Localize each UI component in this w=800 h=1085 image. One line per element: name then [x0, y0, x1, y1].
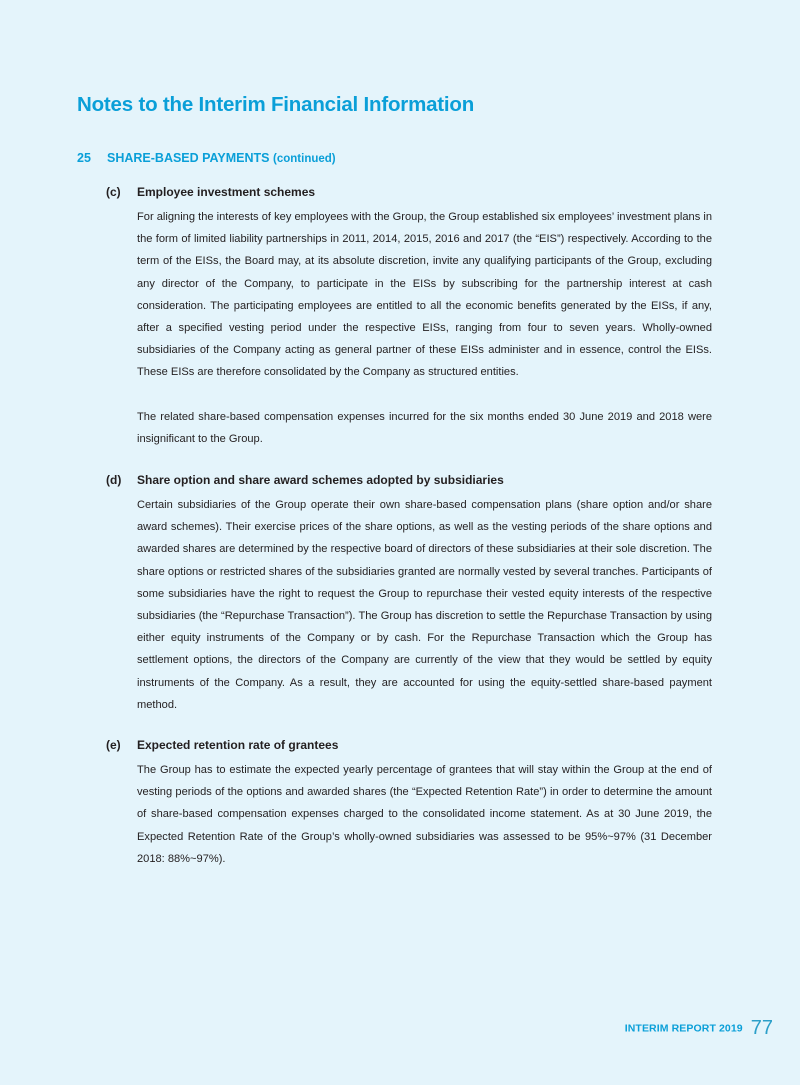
subsection-title: Share option and share award schemes adopted by subsidiaries	[137, 473, 504, 487]
paragraph: For aligning the interests of key employees with the Group, the Group established six employees’ investment plans in the form of limited liability partnerships in 2011, 2014, 2015, 2016 and 2017 (the “EIS”) respectively. According to the term of the EISs, the Board may, at its absolute discretion, invite any qualifying participants of the Group, excluding any director of the Company, to participate in the EISs by subscribing for the partnership interest at cash consideration. The participating employees are entitled to all the economic benefits generated by the EISs, if any, after a specified vesting period under the respective EISs, ranging from four to seven years. Wholly-owned subsidiaries of the Company acting as general partner of these EISs administer and in essence, control the EISs. These EISs are therefore consolidated by the Company as structured entities.	[137, 211, 712, 379]
section-number: 25	[77, 151, 91, 165]
section-heading	[77, 151, 336, 165]
subsection-heading	[106, 185, 712, 199]
section-title: SHARE-BASED PAYMENTS	[107, 151, 270, 165]
subsection-c	[106, 185, 712, 450]
page-title: Notes to the Interim Financial Information	[77, 93, 475, 116]
paragraph: Certain subsidiaries of the Group operate their own share-based compensation plans (share option and/or share award schemes). Their exercise prices of the share options, as well as the vesting periods of the share options and awarded shares are determined by the respective board of directors of these subsidiaries at their sole discretion. The share options or restricted shares of the subsidiaries granted are normally vested by several tranches. Participants of some subsidiaries have the right to request the Group to repurchase their vested equity interests of the respective subsidiaries (the “Repurchase Transaction”). The Group has discretion to settle the Repurchase Transaction by using either equity instruments of the Company or by cash. For the Repurchase Transaction which the Group has settlement options, the directors of the Company are currently of the view that they would be settled by equity instruments of the Company. As a result, they are accounted for using the equity-settled share-based payment method.	[137, 499, 712, 711]
subsection-letter: (d)	[106, 473, 122, 487]
subsection-heading	[106, 473, 712, 487]
subsection-letter: (c)	[106, 185, 121, 199]
subsection-title: Expected retention rate of grantees	[137, 738, 339, 752]
page-number: 77	[750, 1017, 773, 1039]
paragraph: The related share-based compensation expenses incurred for the six months ended 30 June 2019 and 2018 were insignificant to the Group.	[137, 410, 712, 445]
subsection-title: Employee investment schemes	[137, 185, 316, 199]
paragraph: The Group has to estimate the expected yearly percentage of grantees that will stay within the Group at the end of vesting periods of the options and awarded shares (the “Expected Retention Rate”) in order to determine the amount of share-based compensation expenses charged to the consolidated income statement. As at 30 June 2019, the Expected Retention Rate of the Group’s wholly-owned subsidiaries was assessed to be 95%~97% (31 December 2018: 88%~97%).	[137, 764, 712, 865]
subsection-d	[106, 473, 712, 716]
page-footer	[625, 1017, 773, 1040]
section-continued-label: (continued)	[273, 153, 336, 165]
subsection-e	[106, 738, 712, 870]
subsection-letter: (e)	[106, 738, 121, 752]
subsection-heading	[106, 738, 712, 752]
report-name: INTERIM REPORT 2019	[624, 1022, 743, 1035]
